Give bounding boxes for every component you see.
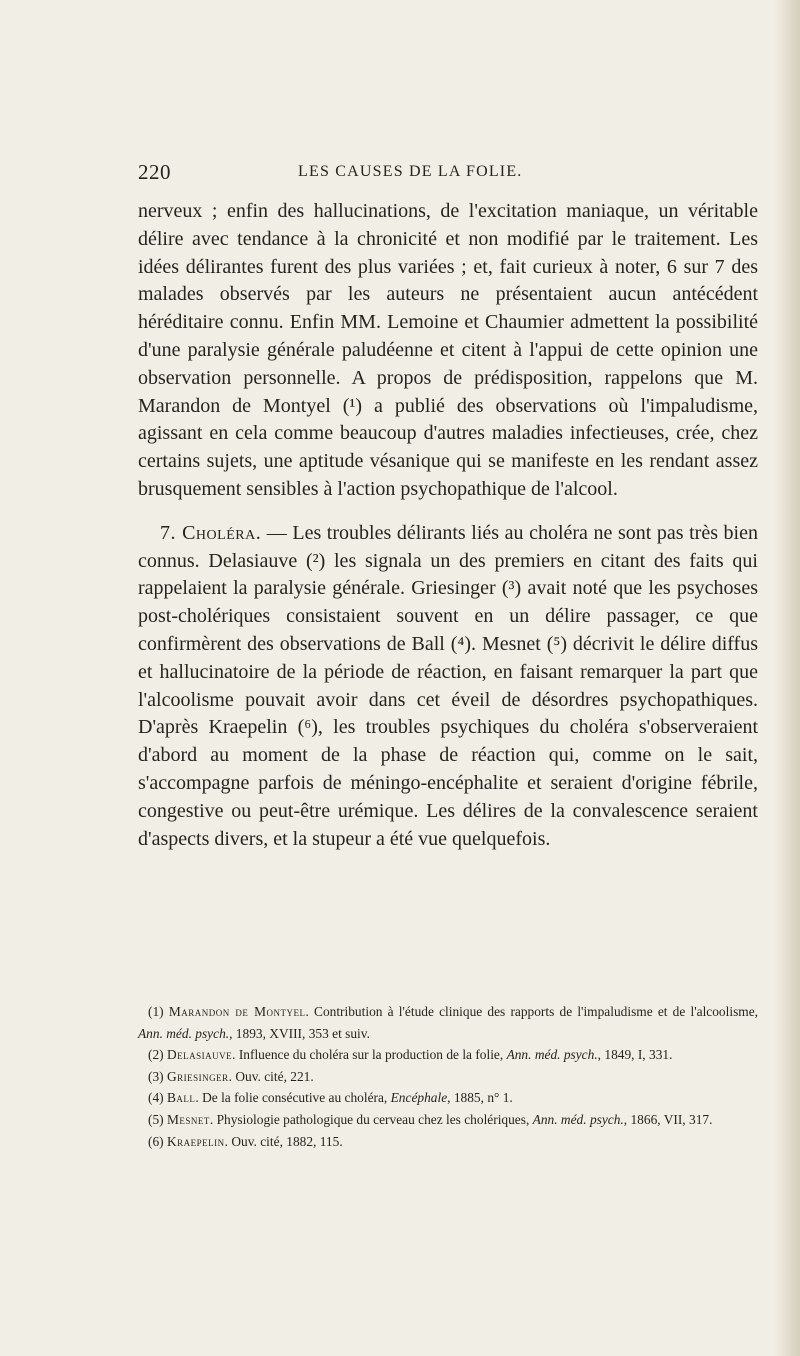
- footnote: [138, 1131, 758, 1153]
- page-number: 220: [138, 160, 171, 184]
- footnote-journal: Encéphale: [390, 1090, 448, 1106]
- footnote-number: (2): [148, 1047, 164, 1063]
- footnote-text: . De la folie consécutive au choléra,: [195, 1090, 391, 1106]
- footnote: [138, 1066, 758, 1088]
- footnote-author: Ball: [166, 1090, 196, 1106]
- footnote-rest: , 1893, XVIII, 353 et suiv.: [229, 1025, 370, 1041]
- footnote-journal: Ann. méd. psych.: [532, 1111, 624, 1127]
- footnote: [138, 1001, 758, 1044]
- footnote-author: Kraepelin: [166, 1133, 225, 1149]
- footnote-text: . Ouv. cité, 221.: [228, 1068, 314, 1084]
- footnote: [138, 1087, 758, 1109]
- footnote-author: Griesinger: [166, 1068, 229, 1084]
- footnote-rest: , 1849, I, 331.: [597, 1047, 673, 1063]
- footnote: [138, 1044, 758, 1066]
- body-text: [138, 198, 758, 853]
- paragraph-text: — Les troubles délirants liés au choléra ne sont pas très bien connus. Delasiauve (²) les signala un des premiers en citant des faits qui rappelaient la paralysie générale. Griesinger (³) avait noté que les psychoses post-cholériques consistaient souvent en un délire passager, ce que confirmèrent des observations de Ball (⁴). Mesnet (⁵) décrivit le délire diffus et hallucinatoire de la période de réaction, en faisant remarquer la part que l'alcoolisme pouvait avoir dans cet éveil de désordres psychopathiques. D'après Kraepelin (⁶), les troubles psychiques du choléra s'observeraient d'abord au moment de la phase de réaction qui, comme on le sait, s'accompagne parfois de méningo-encéphalite et seraient d'origine fébrile, congestive ou peut-être urémique. Les délires de la convalescence seraient d'aspects divers, et la stupeur a été vue quelquefois.: [138, 521, 758, 850]
- footnote-rest: , 1866, VII, 317.: [623, 1111, 713, 1127]
- page-header: [138, 160, 758, 184]
- footnote-number: (3): [148, 1068, 164, 1084]
- footnote-number: (4): [148, 1090, 164, 1106]
- footnote-journal: Ann. méd. psych.: [138, 1025, 230, 1041]
- section-lead: 7. Choléra.: [160, 521, 262, 544]
- footnote-number: (5): [148, 1111, 164, 1127]
- footnote: [138, 1109, 758, 1131]
- footnote-text: . Physiologie pathologique du cerveau chez les cholériques,: [209, 1111, 533, 1127]
- paragraph: nerveux ; enfin des hallucinations, de l'excitation maniaque, un véritable délire avec tendance à la chronicité et non modifié par le traitement. Les idées délirantes furent des plus variées ; et, fait curieux à noter, 6 sur 7 des malades observés par les auteurs ne présentaient aucun antécédent héréditaire connu. Enfin MM. Lemoine et Chaumier admettent la possibilité d'une paralysie générale paludéenne et citent à l'appui de cette opinion une observation personnelle. A propos de prédisposition, rappelons que M. Marandon de Montyel (¹) a publié des observations où l'impaludisme, agissant en cela comme beaucoup d'autres maladies infectieuses, crée, chez certains sujets, une aptitude vésanique qui se manifeste en les rendant assez brusquement sensibles à l'action psychopathique de l'alcool.: [138, 200, 758, 500]
- footnote-number: (1): [148, 1004, 164, 1019]
- footnote-journal: Ann. méd. psych.: [506, 1047, 598, 1063]
- footnotes: [138, 1001, 758, 1152]
- footnote-rest: , 1885, n° 1.: [447, 1090, 513, 1106]
- footnote-number: (6): [148, 1133, 164, 1149]
- footnote-text: . Ouv. cité, 1882, 115.: [224, 1133, 343, 1149]
- paragraph: [138, 520, 758, 854]
- footnote-author: Mesnet: [166, 1111, 210, 1127]
- footnote-text: . Contribution à l'étude clinique des rapports de l'impaludisme et de l'alcoolisme,: [305, 1004, 758, 1019]
- page-edge-shadow: [774, 0, 800, 1356]
- footnote-author: Delasiauve: [166, 1047, 233, 1063]
- footnote-author: Marandon de Montyel: [168, 1004, 306, 1019]
- footnote-text: . Influence du choléra sur la production de la folie,: [232, 1047, 507, 1063]
- running-title: LES CAUSES DE LA FOLIE.: [298, 163, 523, 180]
